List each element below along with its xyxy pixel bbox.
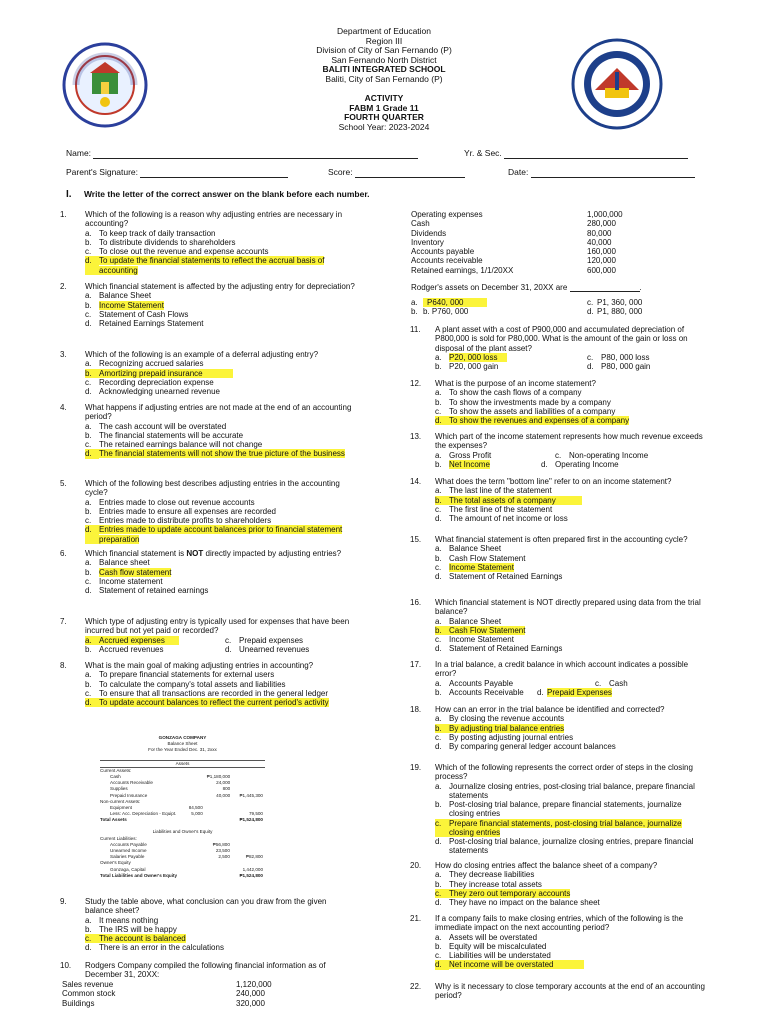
option-d[interactable]: d. Prepaid Expenses bbox=[537, 687, 612, 697]
option-a[interactable]: a. Accrued expenses bbox=[85, 636, 225, 645]
question-text: If a company fails to make closing entries, which of the following is the immediate impact on the next accounting period? bbox=[435, 914, 684, 933]
fin-row: Accounts receivable 120,000 bbox=[411, 256, 616, 266]
option-d[interactable]: d. The amount of net income or loss bbox=[435, 514, 568, 524]
option-a[interactable]: a. P20, 000 loss bbox=[435, 353, 587, 362]
option-b[interactable]: b. Amortizing prepaid insurance bbox=[85, 369, 355, 378]
bs-cell: ₱1,524,800 bbox=[239, 817, 263, 823]
bs-cell: Total Assets bbox=[100, 817, 127, 823]
date-field[interactable] bbox=[508, 168, 695, 178]
option-c[interactable]: c. Non-operating Income bbox=[555, 450, 649, 460]
question-text: A plant asset with a cost of P900,000 and accumulated depreciation of P800,000 is sold for P80,000. What is the amount of the gain or loss on disposal of the plant asset? bbox=[435, 325, 688, 353]
financial-info-right bbox=[411, 210, 641, 275]
bs-cell: ₱56,800 bbox=[212, 841, 230, 847]
question-5 bbox=[60, 479, 355, 544]
bs-cell: Current Assets: bbox=[100, 767, 132, 773]
option-d[interactable]: d. P1, 880, 000 bbox=[587, 307, 643, 317]
option-c[interactable]: c. The retained earnings balance will not change bbox=[85, 440, 263, 450]
option-b[interactable]: b. b. P760, 000 bbox=[411, 307, 469, 317]
question-text: Which of the following is an example of a deferral adjusting entry? bbox=[85, 350, 319, 359]
option-c[interactable]: c. P80, 000 loss bbox=[587, 352, 650, 362]
option-a[interactable]: a. The cash account will be overstated bbox=[85, 421, 227, 431]
option-b[interactable]: b. The IRS will be happy bbox=[85, 924, 177, 934]
bs-cell bbox=[203, 873, 230, 879]
question-text: Which financial statement is NOT directly prepared using data from the trial balance? bbox=[435, 598, 701, 617]
option-d[interactable]: d. They have no impact on the balance sheet bbox=[435, 898, 600, 908]
option-b[interactable]: b. To distribute dividends to shareholders bbox=[85, 237, 236, 247]
option-b[interactable]: b. To show the investments made by a company bbox=[435, 397, 611, 407]
question-number: 3. bbox=[60, 350, 67, 359]
option-b[interactable]: b. Entries made to ensure all expenses are recorded bbox=[85, 506, 276, 516]
option-c[interactable]: c. Income Statement bbox=[435, 562, 514, 572]
option-d[interactable]: d. Statement of retained earnings bbox=[85, 586, 209, 596]
option-d[interactable]: d. Retained Earnings Statement bbox=[85, 319, 204, 329]
question-number: 22. bbox=[410, 982, 422, 991]
option-a[interactable]: a. Accounts Payable bbox=[435, 678, 514, 688]
option-a[interactable]: a. Balance Sheet bbox=[435, 544, 502, 554]
school-year: School Year: 2023-2024 bbox=[338, 121, 430, 132]
question-text: What does the term "bottom line" refer to on an income statement? bbox=[435, 477, 672, 486]
option-a[interactable]: a. Entries made to close out revenue accounts bbox=[85, 497, 255, 507]
question-text: How do closing entries affect the balance sheet of a company? bbox=[435, 861, 658, 870]
option-d[interactable]: d. To show the revenues and expenses of a company bbox=[435, 416, 630, 426]
bs-cell: Equipment bbox=[110, 804, 132, 810]
question-3 bbox=[60, 350, 355, 396]
question-number: 14. bbox=[410, 477, 422, 486]
option-a[interactable]: a. Balance Sheet bbox=[435, 616, 502, 626]
option-a[interactable]: a. To prepare financial statements for external users bbox=[85, 670, 275, 680]
option-a[interactable]: a. Recognizing accrued salaries bbox=[85, 359, 204, 369]
bs-row bbox=[100, 873, 263, 879]
question-text: In a trial balance, a credit balance in which account indicates a possible error? bbox=[435, 660, 689, 679]
fin-row: Cash 280,000 bbox=[411, 219, 616, 229]
option-d[interactable]: d. The financial statements will not show the true picture of the business bbox=[85, 449, 345, 459]
question-number: 10. bbox=[60, 961, 72, 970]
financial-info-left bbox=[62, 980, 292, 1008]
bs-company: GONZAGA COMPANY bbox=[158, 735, 207, 740]
question-20 bbox=[410, 861, 705, 907]
question-text: Which of the following best describes adjusting entries in the accounting cycle? bbox=[85, 479, 340, 498]
yr-sec-field[interactable] bbox=[464, 149, 688, 159]
question-1 bbox=[60, 210, 355, 275]
option-d[interactable]: d. Entries made to update account balances prior to financial statement preparation bbox=[85, 525, 343, 544]
question-number: 7. bbox=[60, 617, 67, 626]
bs-cell: Accounts Payable bbox=[110, 841, 147, 847]
option-b[interactable]: b. To calculate the company's total assets and liabilities bbox=[85, 679, 286, 689]
option-c[interactable]: c. By posting adjusting journal entries bbox=[435, 732, 574, 742]
bs-cell: 800 bbox=[222, 786, 231, 792]
fin-row: Operating expenses 1,000,000 bbox=[411, 210, 623, 219]
option-a[interactable]: a. The last line of the statement bbox=[435, 486, 552, 496]
question-number: 2. bbox=[60, 282, 67, 291]
bs-cell: 5,000 bbox=[191, 811, 203, 817]
bs-cell bbox=[183, 873, 203, 879]
question-number: 16. bbox=[410, 598, 422, 607]
bs-assets-table bbox=[100, 768, 263, 824]
fin-row: Dividends 80,000 bbox=[411, 228, 612, 238]
bs-cell: 40,000 bbox=[216, 792, 231, 798]
question-18 bbox=[410, 705, 705, 751]
option-b[interactable]: b. Cash Flow Statement bbox=[435, 625, 526, 635]
bs-cell: Unearned Income bbox=[110, 848, 147, 853]
bs-cell: 2,500 bbox=[218, 854, 230, 860]
question-number: 19. bbox=[410, 763, 422, 772]
option-c[interactable]: c. The account is balanced bbox=[85, 934, 186, 944]
option-a[interactable]: a. To keep track of daily transaction bbox=[85, 228, 216, 238]
bs-cell: Accounts Receivable bbox=[110, 780, 153, 786]
question-17 bbox=[410, 660, 705, 697]
bs-cell: ₱1,524,800 bbox=[239, 872, 263, 878]
school-seal-left bbox=[62, 42, 148, 128]
parent-signature-field[interactable] bbox=[66, 168, 288, 178]
option-a[interactable]: a. Journalize closing entries, post-closing trial balance, prepare financial statements bbox=[435, 781, 695, 800]
option-c[interactable]: c. Entries made to distribute profits to shareholders bbox=[85, 516, 272, 526]
question-number: 20. bbox=[410, 861, 422, 870]
bs-cell: Prepaid Insurance bbox=[110, 792, 148, 798]
question-number: 5. bbox=[60, 479, 67, 488]
fin-row: Sales revenue 1,120,000 bbox=[62, 980, 272, 989]
bs-cell: Total Liabilities and Owner's Equity bbox=[100, 872, 178, 878]
question-16 bbox=[410, 598, 705, 654]
option-d[interactable]: d. Acknowledging unearned revenue bbox=[85, 387, 220, 397]
question-text: What is the purpose of an income statement? bbox=[435, 379, 596, 388]
question-13 bbox=[410, 432, 705, 469]
fin-row: Inventory 40,000 bbox=[411, 237, 612, 247]
question-19 bbox=[410, 763, 705, 856]
option-d[interactable]: d. By comparing general ledger account balances bbox=[435, 742, 616, 752]
option-b[interactable]: b. The total assets of a company bbox=[435, 496, 705, 505]
option-c[interactable]: c. They zero out temporary accounts bbox=[435, 888, 571, 898]
header-line-4: San Fernando North District bbox=[331, 54, 437, 65]
school-name: BALITI INTEGRATED SCHOOL bbox=[322, 64, 446, 75]
question-text: What happens if adjusting entries are not made at the end of an accounting period? bbox=[85, 403, 352, 422]
question-number: 1. bbox=[60, 210, 67, 219]
question-4 bbox=[60, 403, 355, 459]
option-b[interactable]: b. P20, 000 gain bbox=[435, 362, 499, 372]
option-a[interactable]: a. Balance sheet bbox=[85, 558, 150, 568]
question-7 bbox=[60, 617, 355, 654]
question-text: Why is it necessary to close temporary accounts at the end of an accounting period? bbox=[435, 982, 705, 1001]
bs-title: Balance Sheet bbox=[167, 741, 198, 747]
option-c[interactable]: c. Recording depreciation expense bbox=[85, 377, 214, 387]
fin-row: Common stock 240,000 bbox=[62, 989, 265, 999]
section-roman: I. bbox=[66, 189, 72, 200]
option-b[interactable]: b. Post-closing trial balance, prepare financial statements, journalize closing entries bbox=[435, 800, 682, 819]
bs-assets-header: Assets bbox=[100, 760, 265, 768]
question-number: 8. bbox=[60, 661, 67, 670]
instruction-text: Write the letter of the correct answer on the blank before each number. bbox=[83, 189, 370, 199]
score-field[interactable] bbox=[328, 168, 465, 178]
letterhead bbox=[234, 27, 534, 132]
question-number: 17. bbox=[410, 660, 422, 669]
question-number: 13. bbox=[410, 432, 422, 441]
fin-row: Retained earnings, 1/1/20XX 600,000 bbox=[411, 265, 616, 275]
bs-cell: 23,500 bbox=[215, 848, 230, 853]
header-line-3: Division of City of San Fernando (P) bbox=[316, 45, 452, 56]
deped-seal-right bbox=[571, 38, 663, 130]
question-number: 9. bbox=[60, 897, 67, 906]
option-b[interactable]: b. They increase total assets bbox=[435, 879, 542, 889]
question-14 bbox=[410, 477, 705, 523]
option-c[interactable]: c. To show the assets and liabilities of a company bbox=[435, 406, 616, 416]
option-b[interactable]: b. By adjusting trial balance entries bbox=[435, 723, 565, 733]
option-b[interactable]: b. Accounts Receivable bbox=[435, 687, 524, 697]
option-c[interactable]: c. Income Statement bbox=[435, 635, 514, 645]
bs-cell: Less: Acc. Depreciation - Equipt. bbox=[110, 811, 177, 817]
option-c[interactable]: c. To ensure that all transactions are recorded in the general ledger bbox=[85, 688, 329, 698]
bs-cell: Gonzaga, Capital bbox=[110, 866, 146, 872]
bs-cell: Owner's Equity bbox=[100, 860, 131, 866]
option-d[interactable]: d. There is an error in the calculations bbox=[85, 943, 224, 953]
bs-cell: 79,500 bbox=[248, 811, 263, 817]
option-d[interactable]: d. Statement of Retained Earnings bbox=[435, 572, 563, 582]
question-number: 18. bbox=[410, 705, 422, 714]
bs-cell: ₱1,180,000 bbox=[206, 773, 231, 779]
option-a[interactable]: a. They decrease liabilities bbox=[435, 870, 535, 880]
option-a[interactable]: a. It means nothing bbox=[85, 915, 159, 925]
question-9 bbox=[60, 897, 355, 953]
bs-cell: Cash bbox=[110, 773, 121, 779]
question-text: Rodgers Company compiled the following financial information as of December 31, 20XX: bbox=[85, 961, 326, 980]
option-b[interactable]: b. Cash flow statement bbox=[85, 567, 172, 577]
option-c[interactable]: c. The first line of the statement bbox=[435, 504, 553, 514]
date-label: Date: bbox=[508, 167, 529, 177]
option-a[interactable]: a. P640, 000 bbox=[411, 298, 587, 307]
question-6 bbox=[60, 549, 355, 595]
subject-line: FABM 1 Grade 11 bbox=[349, 102, 419, 113]
fin-row: Accounts payable 160,000 bbox=[411, 247, 616, 257]
question-12 bbox=[410, 379, 705, 425]
bs-cell: Current Liabilities: bbox=[100, 835, 137, 841]
bs-cell: 1,442,000 bbox=[242, 866, 263, 872]
option-b[interactable]: b. Net Income bbox=[435, 459, 490, 469]
question-text: What is the main goal of making adjusting entries in accounting? bbox=[85, 661, 314, 670]
option-c[interactable]: c. Income statement bbox=[85, 576, 163, 586]
score-label: Score: bbox=[328, 167, 353, 177]
question-number: 6. bbox=[60, 549, 67, 558]
question-text: Which financial statement is affected by the adjusting entry for depreciation? bbox=[85, 282, 355, 291]
option-d[interactable]: d. To update account balances to reflect the current period's activity bbox=[85, 698, 329, 708]
school-address: Baliti, City of San Fernando (P) bbox=[325, 73, 443, 84]
option-c[interactable]: c. P1, 360, 000 bbox=[587, 298, 643, 307]
bs-period: For the Year Ended Dec. 31, 2xxx bbox=[148, 747, 217, 753]
question-text: Which of the following is a reason why adjusting entries are necessary in accounting? bbox=[85, 210, 343, 229]
question-number: 11. bbox=[410, 325, 421, 334]
option-d[interactable]: d. To update the financial statements to reflect the accrual basis of accounting bbox=[85, 256, 325, 275]
option-d[interactable]: d. Statement of Retained Earnings bbox=[435, 644, 563, 654]
option-c[interactable]: c. Cash bbox=[595, 678, 628, 688]
option-c[interactable]: c. To close out the revenue and expense accounts bbox=[85, 247, 269, 257]
yr-sec-label: Yr. & Sec. bbox=[464, 148, 502, 158]
bs-cell: ₱82,800 bbox=[245, 854, 263, 860]
bs-liab-table bbox=[100, 836, 263, 879]
question-11 bbox=[410, 325, 705, 371]
name-label: Name: bbox=[66, 148, 92, 158]
option-b[interactable]: b. The financial statements will be accurate bbox=[85, 430, 244, 440]
bs-cell: Salaries Payable bbox=[110, 854, 145, 860]
bs-cell: Supplies bbox=[110, 786, 128, 792]
option-d[interactable]: d. Operating Income bbox=[541, 459, 619, 469]
option-c[interactable]: c. Statement of Cash Flows bbox=[85, 309, 189, 319]
question-text: Which of the following represents the correct order of steps in the closing process? bbox=[435, 763, 693, 782]
bs-cell: 24,000 bbox=[216, 780, 231, 786]
header-line-1: Department of Education bbox=[336, 26, 432, 36]
section-instruction bbox=[66, 189, 370, 201]
question-text: How can an error in the trial balance be identified and corrected? bbox=[435, 705, 665, 714]
option-b[interactable]: b. Equity will be miscalculated bbox=[435, 941, 547, 951]
activity-title: ACTIVITY bbox=[364, 93, 404, 104]
option-c[interactable]: c. Prepaid expenses bbox=[225, 635, 304, 645]
question-number: 21. bbox=[410, 914, 422, 923]
header-line-2: Region III bbox=[365, 35, 403, 46]
option-b[interactable]: b. Cash Flow Statement bbox=[435, 553, 526, 563]
name-field[interactable] bbox=[66, 149, 418, 159]
option-d[interactable]: d. P80, 000 gain bbox=[587, 362, 651, 372]
option-a[interactable]: a. Assets will be overstated bbox=[435, 932, 538, 942]
question-2 bbox=[60, 282, 355, 328]
quarter-line: FOURTH QUARTER bbox=[344, 112, 424, 123]
option-d[interactable]: d. Post-closing trial balance, journalize closing entries, prepare financial statements bbox=[435, 837, 694, 856]
option-a[interactable]: a. Gross Profit bbox=[435, 450, 492, 460]
question-10 bbox=[60, 961, 355, 980]
balance-sheet-figure bbox=[100, 735, 265, 890]
bs-liab-header: Liabilities and Owner's Equity bbox=[152, 829, 213, 835]
option-c[interactable]: c. Prepare financial statements, post-closing trial balance, journalize closing entries bbox=[435, 818, 682, 837]
question-text: What financial statement is often prepared first in the accounting cycle? bbox=[435, 535, 688, 544]
question-21 bbox=[410, 914, 705, 970]
parent-signature-label: Parent's Signature: bbox=[66, 167, 139, 177]
question-text: Which financial statement is NOT directly impacted by adjusting entries? bbox=[85, 549, 342, 558]
question-22 bbox=[410, 982, 705, 1001]
question-number: 15. bbox=[410, 535, 422, 544]
question-8 bbox=[60, 661, 355, 707]
bs-cell: ₱1,445,300 bbox=[239, 792, 263, 798]
bs-cell: 84,500 bbox=[188, 804, 203, 810]
option-d[interactable]: d. Net income will be overstated bbox=[435, 960, 705, 969]
question-text: Which type of adjusting entry is typically used for expenses that have been incurred but not yet paid or recorded? bbox=[85, 617, 350, 636]
question-15 bbox=[410, 535, 705, 581]
option-d[interactable]: d. Unearned revenues bbox=[225, 644, 310, 654]
q10-options bbox=[411, 298, 711, 317]
question-text: Study the table above, what conclusion can you draw from the given balance sheet? bbox=[85, 897, 327, 916]
option-a[interactable]: a. Balance Sheet bbox=[85, 291, 152, 301]
question-number: 12. bbox=[410, 379, 422, 388]
option-a[interactable]: a. By closing the revenue accounts bbox=[435, 714, 565, 724]
option-a[interactable]: a. To show the cash flows of a company bbox=[435, 388, 582, 398]
question-text: Which part of the income statement represents how much revenue exceeds the expenses? bbox=[435, 432, 703, 451]
fin-row: Buildings 320,000 bbox=[62, 998, 265, 1008]
bs-cell: Non-current Assets: bbox=[100, 798, 141, 804]
option-c[interactable]: c. Liabilities will be understated bbox=[435, 951, 551, 961]
q10-prompt: Rodger's assets on December 31, 20XX are . bbox=[411, 283, 642, 292]
option-b[interactable]: b. Income Statement bbox=[85, 300, 164, 310]
option-b[interactable]: b. Accrued revenues bbox=[85, 644, 164, 654]
question-number: 4. bbox=[60, 403, 67, 412]
